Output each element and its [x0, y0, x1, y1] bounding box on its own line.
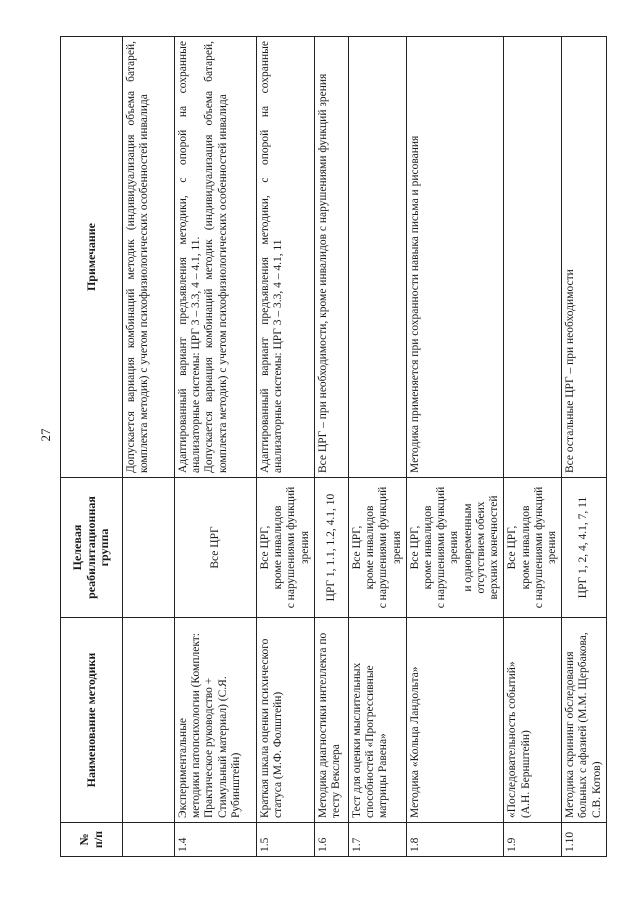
note	[504, 37, 562, 478]
table-row	[504, 37, 562, 857]
target-group: ЦРГ 1, 2, 4, 4.1, 7, 11	[562, 478, 607, 618]
method-name: Экспериментальные методики патопсихологии (Комплект: Практическое руководство + Стимульный материал) (С.Я. Рубинштейн)	[175, 618, 257, 823]
row-number: 1.10	[562, 823, 607, 857]
target-group: Все ЦРГ, кроме инвалидов с нарушениями функций зрения	[257, 478, 315, 618]
note: Все ЦРГ – при необходимости, кроме инвалидов с нарушениями функций зрения	[314, 37, 348, 478]
note: Все остальные ЦРГ – при необходимости	[562, 37, 607, 478]
header-note: Примечание	[61, 37, 123, 478]
table-row	[257, 37, 315, 857]
note: Адаптированный вариант предъявления методики, с опорой на сохранные анализаторные системы: ЦРГ 3 – 3.3, 4 – 4.1, 11	[257, 37, 315, 478]
header-name: Наименование методики	[61, 618, 123, 823]
row-number: 1.8	[406, 823, 504, 857]
target-group: Все ЦРГ, кроме инвалидов с нарушениями функций зрения	[348, 478, 406, 618]
target-group: Все ЦРГ	[175, 478, 257, 618]
method-name: Краткая шкала оценки психического статуса (М.Ф. Фолштейн)	[257, 618, 315, 823]
row-number: 1.6	[314, 823, 348, 857]
note: Допускается вариация комбинаций методик (индивидуализация объема батарей, комплекта методик) с учетом психофизиологических особенностей инвалида	[123, 37, 175, 478]
header-group: Целевая реабилитационная группа	[61, 478, 123, 618]
table-row	[406, 37, 504, 857]
table-body	[123, 37, 607, 857]
row-number: 1.4	[175, 823, 257, 857]
method-name: Тест для оценки мыслительных способностей «Прогрессивные матрицы Равена»	[348, 618, 406, 823]
table-row	[175, 37, 257, 857]
header-num: № п/п	[61, 823, 123, 857]
row-number	[123, 823, 175, 857]
table-header-row	[61, 37, 123, 857]
rotated-table-container	[60, 37, 604, 857]
target-group: ЦРГ 1, 1.1, 1.2, 4.1, 10	[314, 478, 348, 618]
method-name: Методика скрининг обследования больных с афазией (М.М. Щербакова, С.В. Котов)	[562, 618, 607, 823]
method-name: Методика «Кольца Ландольта»	[406, 618, 504, 823]
table-row	[562, 37, 607, 857]
table-row	[348, 37, 406, 857]
page-number: 27	[38, 428, 53, 442]
note	[348, 37, 406, 478]
method-name: «Последовательность событий» (А.Н. Бернштейн)	[504, 618, 562, 823]
method-name	[123, 618, 175, 823]
row-number: 1.7	[348, 823, 406, 857]
target-group	[123, 478, 175, 618]
note: Адаптированный вариант предъявления методики, с опорой на сохранные анализаторные системы: ЦРГ 3 – 3.3, 4 – 4.1, 11. Допускается вариация комбинаций методик (индивидуализация объема батарей, комплекта методик) с учетом психофизиологических особенностей инвалида	[175, 37, 257, 478]
target-group: Все ЦРГ, кроме инвалидов с нарушениями функций зрения и одновременным отсутствием обеих верхних конечностей	[406, 478, 504, 618]
row-number: 1.9	[504, 823, 562, 857]
target-group: Все ЦРГ, кроме инвалидов с нарушениями функций зрения	[504, 478, 562, 618]
method-name: Методика диагностики интеллекта по тесту Векслера	[314, 618, 348, 823]
note: Методика применяется при сохранности навыка письма и рисования	[406, 37, 504, 478]
table-row	[123, 37, 175, 857]
row-number: 1.5	[257, 823, 315, 857]
table-row	[314, 37, 348, 857]
methods-table	[60, 36, 607, 857]
